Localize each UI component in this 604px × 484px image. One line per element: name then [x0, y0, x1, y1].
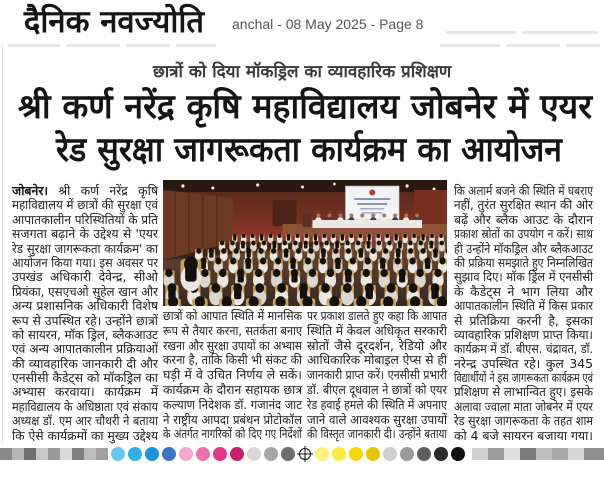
column-line: [454, 299, 593, 313]
color-swatch: [196, 447, 210, 461]
column-line: [12, 227, 158, 241]
headline-text: श्री कर्ण नरेंद्र कृषि महाविद्यालय जोबनेर में एयर: [18, 87, 592, 127]
line-text: कार्यक्रम के दौरान सहायक छात्र: [163, 381, 302, 397]
edition-info: [232, 14, 442, 34]
color-swatch: [349, 447, 363, 461]
column-line: [163, 398, 302, 413]
color-swatch: [332, 447, 346, 461]
column-line: [12, 256, 158, 270]
line-text: रखना और सुरक्षा उपायों का अभ्यास: [163, 337, 302, 353]
headline-line-2: [56, 129, 562, 171]
column-line: [454, 371, 593, 385]
column-line: [307, 353, 447, 368]
newspaper-logo: [10, 3, 218, 41]
color-swatch: [417, 447, 431, 461]
column-line: [12, 285, 158, 299]
line-text: स्रोतों जैसे दूरदर्शन, रेडियो और: [307, 337, 447, 353]
line-text: प्रियंका, एसएचओ सुहेल खान और: [12, 283, 158, 299]
student-figure: [439, 241, 445, 252]
line-text: सजगता बढ़ाने के उद्देश्य से 'एयर: [12, 226, 158, 242]
article-kicker: [150, 60, 454, 84]
edition-info-text: anchal - 08 May 2025 - Page 8: [232, 16, 424, 32]
cropped-text-fragment: [8, 44, 60, 47]
line-text: महाविद्यालय में छात्रों की सुरक्षा एवं: [12, 197, 158, 213]
color-swatches: [0, 445, 604, 463]
student-figure: [181, 256, 202, 291]
line-text: प्रकाश स्रोतों का उपयोग न करें। साथ: [454, 226, 593, 242]
column-line: [12, 299, 158, 313]
student-figure: [341, 283, 354, 305]
event-photo: [163, 180, 447, 306]
registration-mark-icon: [297, 446, 313, 462]
line-text: स्थिति में केवल अधिकृत सरकारी: [307, 322, 447, 338]
line-text: रेड हवाई हमले की स्थिति में अपनाए: [307, 396, 447, 412]
color-swatch: [383, 447, 397, 461]
line-text: ही उन्होंने मॉकड्रिल और ब्लैकआउट: [454, 240, 593, 256]
column-line: [163, 383, 302, 398]
line-text: कि ऐसे कार्यक्रमों का मुख्य उद्देश्य: [12, 427, 158, 443]
line-text: विद्यार्थीयों ने इस जागरूकता कार्यक्रम एवं: [454, 370, 593, 386]
color-swatch: [315, 447, 329, 461]
article-kicker-text: छात्रों को दिया मॉकड्रिल का व्यावहारिक प्रशिक्षण: [152, 62, 452, 82]
column-line: [12, 314, 158, 328]
line-text: को सायरन, मॉक ड्रिल, ब्लैकआउट: [12, 326, 158, 342]
student-figure: [307, 269, 318, 288]
column-line: [454, 213, 593, 227]
line-text: के कैडेट्स ने भाग लिया और: [454, 283, 593, 299]
column-line: [163, 368, 302, 383]
headline-text: रेड सुरक्षा जागरूकता कार्यक्रम का आयोजन: [56, 130, 562, 170]
auditorium-ceiling: [163, 180, 447, 194]
column-line: [454, 256, 593, 270]
cropped-text-fragment: [506, 44, 560, 47]
column-line: [163, 339, 302, 354]
column-line: [454, 242, 593, 256]
column-line: [454, 314, 593, 328]
column-line: [307, 398, 447, 413]
column-line: [12, 371, 158, 385]
color-swatch: [247, 447, 261, 461]
line-text: आधिकारिक मोबाइल ऐप्स से ही: [307, 352, 447, 368]
body-column-3: [307, 309, 447, 442]
line-text: जाने वाले आवश्यक सुरक्षा उपायों: [307, 411, 447, 427]
line-text: प्रशिक्षण से लाभान्वित हुए। इसके: [454, 384, 593, 400]
newspaper-logo-text: दैनिक नवज्योति: [23, 4, 205, 40]
line-text: कि अलार्म बजने की स्थिति में घबराए: [454, 183, 593, 198]
column-line: [454, 198, 593, 212]
line-text: अलावा ज्वाला माता जोबनेर में एयर: [454, 398, 593, 414]
column-line: [454, 357, 593, 371]
column-line: [454, 184, 593, 198]
line-text: नहीं, तुरंत सुरक्षित स्थान की ओर: [454, 197, 593, 213]
column-line: [163, 353, 302, 368]
dateline: जोबनेर।: [12, 183, 49, 198]
line-text: नरेन्द्र उपस्थित रहे। कुल 345: [454, 355, 593, 371]
line-text: की व्यावहारिक जानकारी दी और: [12, 355, 158, 371]
cropped-text-fragment: [126, 44, 170, 47]
color-swatch: [366, 447, 380, 461]
column-line: [454, 285, 593, 299]
line-text: अभ्यास करवाया। कार्यक्रम में: [12, 384, 158, 400]
column-line: [454, 429, 593, 443]
column-line: [12, 213, 158, 227]
column-line: [12, 270, 158, 284]
line-text: ने राष्ट्रीय आपदा प्रबंधन प्रोटोकॉल: [163, 411, 302, 427]
cropped-text-fragment: [66, 44, 120, 47]
column-line: [12, 414, 158, 428]
color-swatch: [451, 447, 465, 461]
column-line: [12, 429, 158, 443]
line-text: रेड सुरक्षा जागरूकता के तहत शाम: [454, 413, 593, 429]
cropped-text-fragment: [176, 44, 216, 47]
line-text: से प्रतिक्रिया करनी है, इसका: [454, 312, 593, 328]
page-edge-rule: [2, 44, 3, 444]
print-color-bar: [0, 445, 604, 463]
line-text-rest: श्री कर्ण नरेंद्र कृषि: [48, 183, 158, 198]
column-line: [307, 368, 447, 383]
column-line: [454, 342, 593, 356]
line-text: की प्रक्रिया समझाते हुए निम्नलिखित: [454, 254, 593, 270]
cropped-text-fragment: [566, 44, 600, 47]
line-text: [12, 184, 158, 198]
column-line: [454, 227, 593, 241]
color-swatch: [434, 447, 448, 461]
line-text: कार्यक्रम में डॉ. बीएस. चंद्रावत, डॉ.: [454, 341, 593, 357]
color-swatch: [264, 447, 278, 461]
color-swatch: [230, 447, 244, 461]
column-line: [307, 339, 447, 354]
student-figure: [357, 248, 365, 261]
column-line: [163, 324, 302, 339]
line-text: रूप से उपस्थित रहे। उन्होंने छात्रों: [12, 312, 158, 328]
line-text: सुझाव दिए। मॉक ड्रिल में एनसीसी: [454, 269, 593, 285]
student-figure: [432, 248, 440, 261]
line-text: पर प्रकाश डालते हुए कहा कि आपात: [307, 308, 447, 323]
column-line: [12, 328, 158, 342]
podium: [303, 213, 312, 227]
color-swatch: [111, 447, 125, 461]
color-swatch: [179, 447, 193, 461]
line-text: एवं अन्य आपातकालीन प्रक्रियाओं: [12, 341, 158, 357]
line-text: रेड सुरक्षा जागरूकता कार्यक्रम' का: [12, 240, 158, 256]
column-line: [12, 242, 158, 256]
line-text: आयोजन किया गया। इस अवसर पर: [12, 254, 158, 270]
line-text: जानकारी प्राप्त करें। एनसीसी प्रभारी: [307, 367, 447, 383]
cropped-text-fragment: [446, 31, 516, 34]
line-text: उपखंड अधिकारी देवेन्द्र, सीओ: [12, 269, 158, 285]
color-swatch: [162, 447, 176, 461]
line-text: आपातकालीन स्थिति में किस प्रकार: [454, 298, 593, 314]
column-line: [454, 328, 593, 342]
line-text: कल्याण निदेशक डॉ. गजानंद जाट: [163, 396, 302, 412]
line-text: अध्यक्ष डॉ. एम आर चौधरी ने बताया: [12, 413, 158, 429]
line-text: अन्य प्रशासनिक अधिकारी विशेष: [12, 298, 158, 314]
student-figure: [402, 234, 407, 243]
line-text: को 4 बजे सायरन बजाया गया।: [454, 427, 593, 443]
line-text: व्यावहारिक प्रशिक्षण प्राप्त किया।: [454, 326, 593, 342]
student-figure: [397, 269, 408, 288]
column-line: [12, 342, 158, 356]
color-swatch: [145, 447, 159, 461]
body-column-1: [12, 184, 158, 443]
line-text: की विस्तृत जानकारी दी। उन्होंने बताया: [307, 426, 447, 442]
line-text: महाविद्यालय के अधिष्ठाता एवं संकाय: [12, 398, 158, 414]
column-line: [307, 427, 447, 442]
column-line: [163, 427, 302, 442]
headline-line-1: [18, 86, 592, 128]
color-swatch: [281, 447, 295, 461]
student-figure: [289, 269, 300, 288]
color-swatch: [128, 447, 142, 461]
column-line: [454, 400, 593, 414]
line-text: आपातकालीन परिस्थितियों के प्रति: [12, 211, 158, 227]
column-line: [12, 400, 158, 414]
student-figure: [282, 248, 290, 261]
line-text: करना है, ताकि किसी भी संकट की: [163, 352, 302, 368]
column-line: [454, 385, 593, 399]
line-text: घड़ी में वे उचित निर्णय ले सकें।: [163, 367, 302, 383]
line-text: रूप से तैयार करना, सतर्कता बनाए: [163, 322, 302, 338]
student-figure: [340, 234, 345, 243]
column-line: [12, 198, 158, 212]
student-figure: [207, 248, 215, 261]
color-swatch: [213, 447, 227, 461]
line-text: के अंतर्गत नागरिकों को दिए गए निर्देशों: [163, 426, 302, 442]
column-line: [307, 383, 447, 398]
column-line: [12, 357, 158, 371]
column-line: [163, 413, 302, 428]
line-text: छात्रों को आपात स्थिति में मानसिक: [163, 308, 302, 323]
color-swatch: [400, 447, 414, 461]
student-figure: [277, 234, 282, 243]
cropped-text-fragment: [522, 31, 598, 34]
cropped-text-fragment: [440, 44, 500, 47]
column-line: [454, 270, 593, 284]
side-door: [273, 200, 297, 226]
column-line: [12, 184, 158, 198]
line-text: डॉ. बीएल दूधवाल ने छात्रों को एयर: [307, 381, 447, 397]
column-line: [12, 385, 158, 399]
column-line: [307, 324, 447, 339]
column-line: [307, 309, 447, 324]
line-text: बढ़ें और ब्लैक आउट के दौरान: [454, 211, 593, 227]
stage-table: [312, 220, 422, 228]
body-column-2: [163, 309, 302, 442]
column-line: [454, 414, 593, 428]
line-text: एनसीसी कैडेट्स को मॉकड्रिल का: [12, 370, 158, 386]
body-column-4: [454, 184, 593, 443]
column-line: [307, 413, 447, 428]
column-line: [163, 309, 302, 324]
